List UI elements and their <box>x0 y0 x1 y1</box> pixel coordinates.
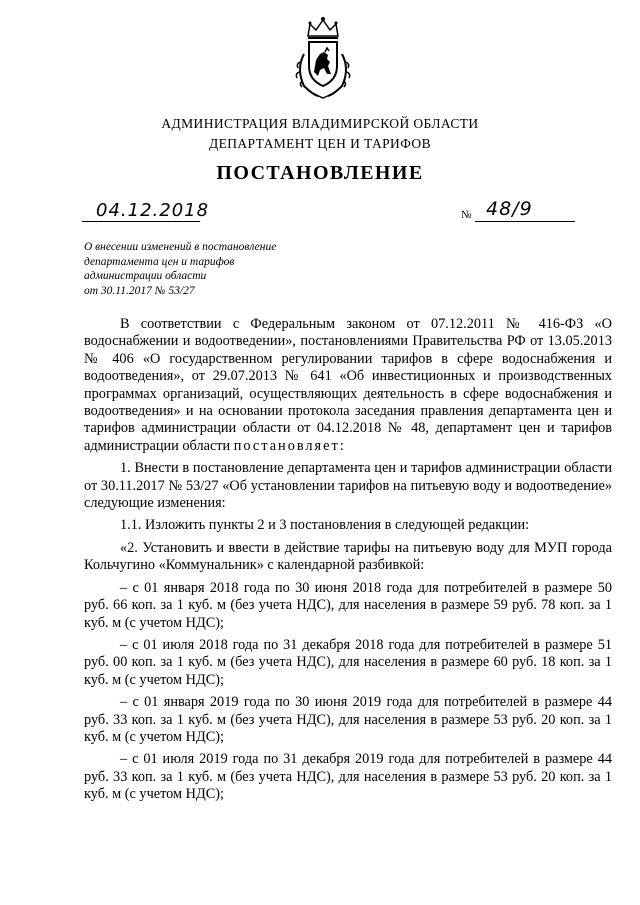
item-1: 1. Внести в постановление департамента цен и тарифов администрации области от 30.11.2017 № 53/27 «Об установлении тарифов на питьевую воду и водоотведение» следующие изменения: <box>84 460 612 512</box>
item-2: «2. Установить и ввести в действие тарифы на питьевую воду для МУП города Кольчугино «Коммунальник» с календарной разбивкой: <box>84 539 612 574</box>
item-1-1: 1.1. Изложить пункты 2 и 3 постановления в следующей редакции: <box>120 517 530 534</box>
number-underline <box>475 221 575 222</box>
subject-line: администрации области <box>84 270 207 282</box>
document-title: ПОСТАНОВЛЕНИЕ <box>216 162 424 184</box>
preamble-paragraph <box>84 316 612 455</box>
tariff-period: – с 01 января 2019 года по 30 июня 2019 года для потребителей в размере 44 руб. 33 коп. за 1 куб. м (без учета НДС), для населения в размере 53 руб. 20 коп. за 1 куб. м (с учетом НДС); <box>84 694 612 745</box>
org-name-line1: АДМИНИСТРАЦИЯ ВЛАДИМИРСКОЙ ОБЛАСТИ <box>161 116 479 131</box>
document-subject <box>84 240 344 298</box>
tariff-period: – с 01 июля 2019 года по 31 декабря 2019 года для потребителей в размере 44 руб. 33 коп. за 1 куб. м (без учета НДС), для населения в размере 53 руб. 20 коп. за 1 куб. м (с учетом НДС); <box>84 751 612 803</box>
resolves-word: постановляет: <box>233 437 346 454</box>
subject-line: О внесении изменений в постановление <box>84 241 277 253</box>
document-date: 04.12.2018 <box>96 200 210 221</box>
number-label: № <box>461 209 472 221</box>
org-name-line2: ДЕПАРТАМЕНТ ЦЕН И ТАРИФОВ <box>209 136 431 151</box>
subject-line: от 30.11.2017 № 53/27 <box>84 284 195 297</box>
vladimir-coat-of-arms-icon <box>294 14 352 100</box>
tariff-period: – с 01 июля 2018 года по 31 декабря 2018 года для потребителей в размере 51 руб. 00 коп. за 1 куб. м (без учета НДС), для населения в размере 60 руб. 18 коп. за 1 куб. м (с учетом НДС); <box>84 636 612 688</box>
tariff-period: – с 01 января 2018 года по 30 июня 2018 года для потребителей в размере 50 руб. 66 коп. за 1 куб. м (без учета НДС), для населения в размере 59 руб. 78 коп. за 1 куб. м (с учетом НДС); <box>84 579 612 631</box>
subject-line: департамента цен и тарифов <box>84 255 235 268</box>
date-underline <box>82 221 200 222</box>
document-body <box>84 316 612 809</box>
preamble-text: В соответствии с Федеральным законом от 07.12.2011 № 416-ФЗ «О водоснабжении и водоотведении», постановлениями Правительства РФ от 13.05.2013 № 406 «О государственном регулировании тарифов в сфере водоснабжения и водоотведения», от 29.07.2013 № 641 «Об инвестиционных и производственных программах организаций, осуществляющих деятельность в сфере водоснабжения и водоотведения» и на основании протокола заседания правления департамента цен и тарифов администрации области от 04.12.2018 № 48, департамент цен и тарифов администрации области <box>84 316 612 454</box>
document-number: 48/9 <box>486 198 533 220</box>
